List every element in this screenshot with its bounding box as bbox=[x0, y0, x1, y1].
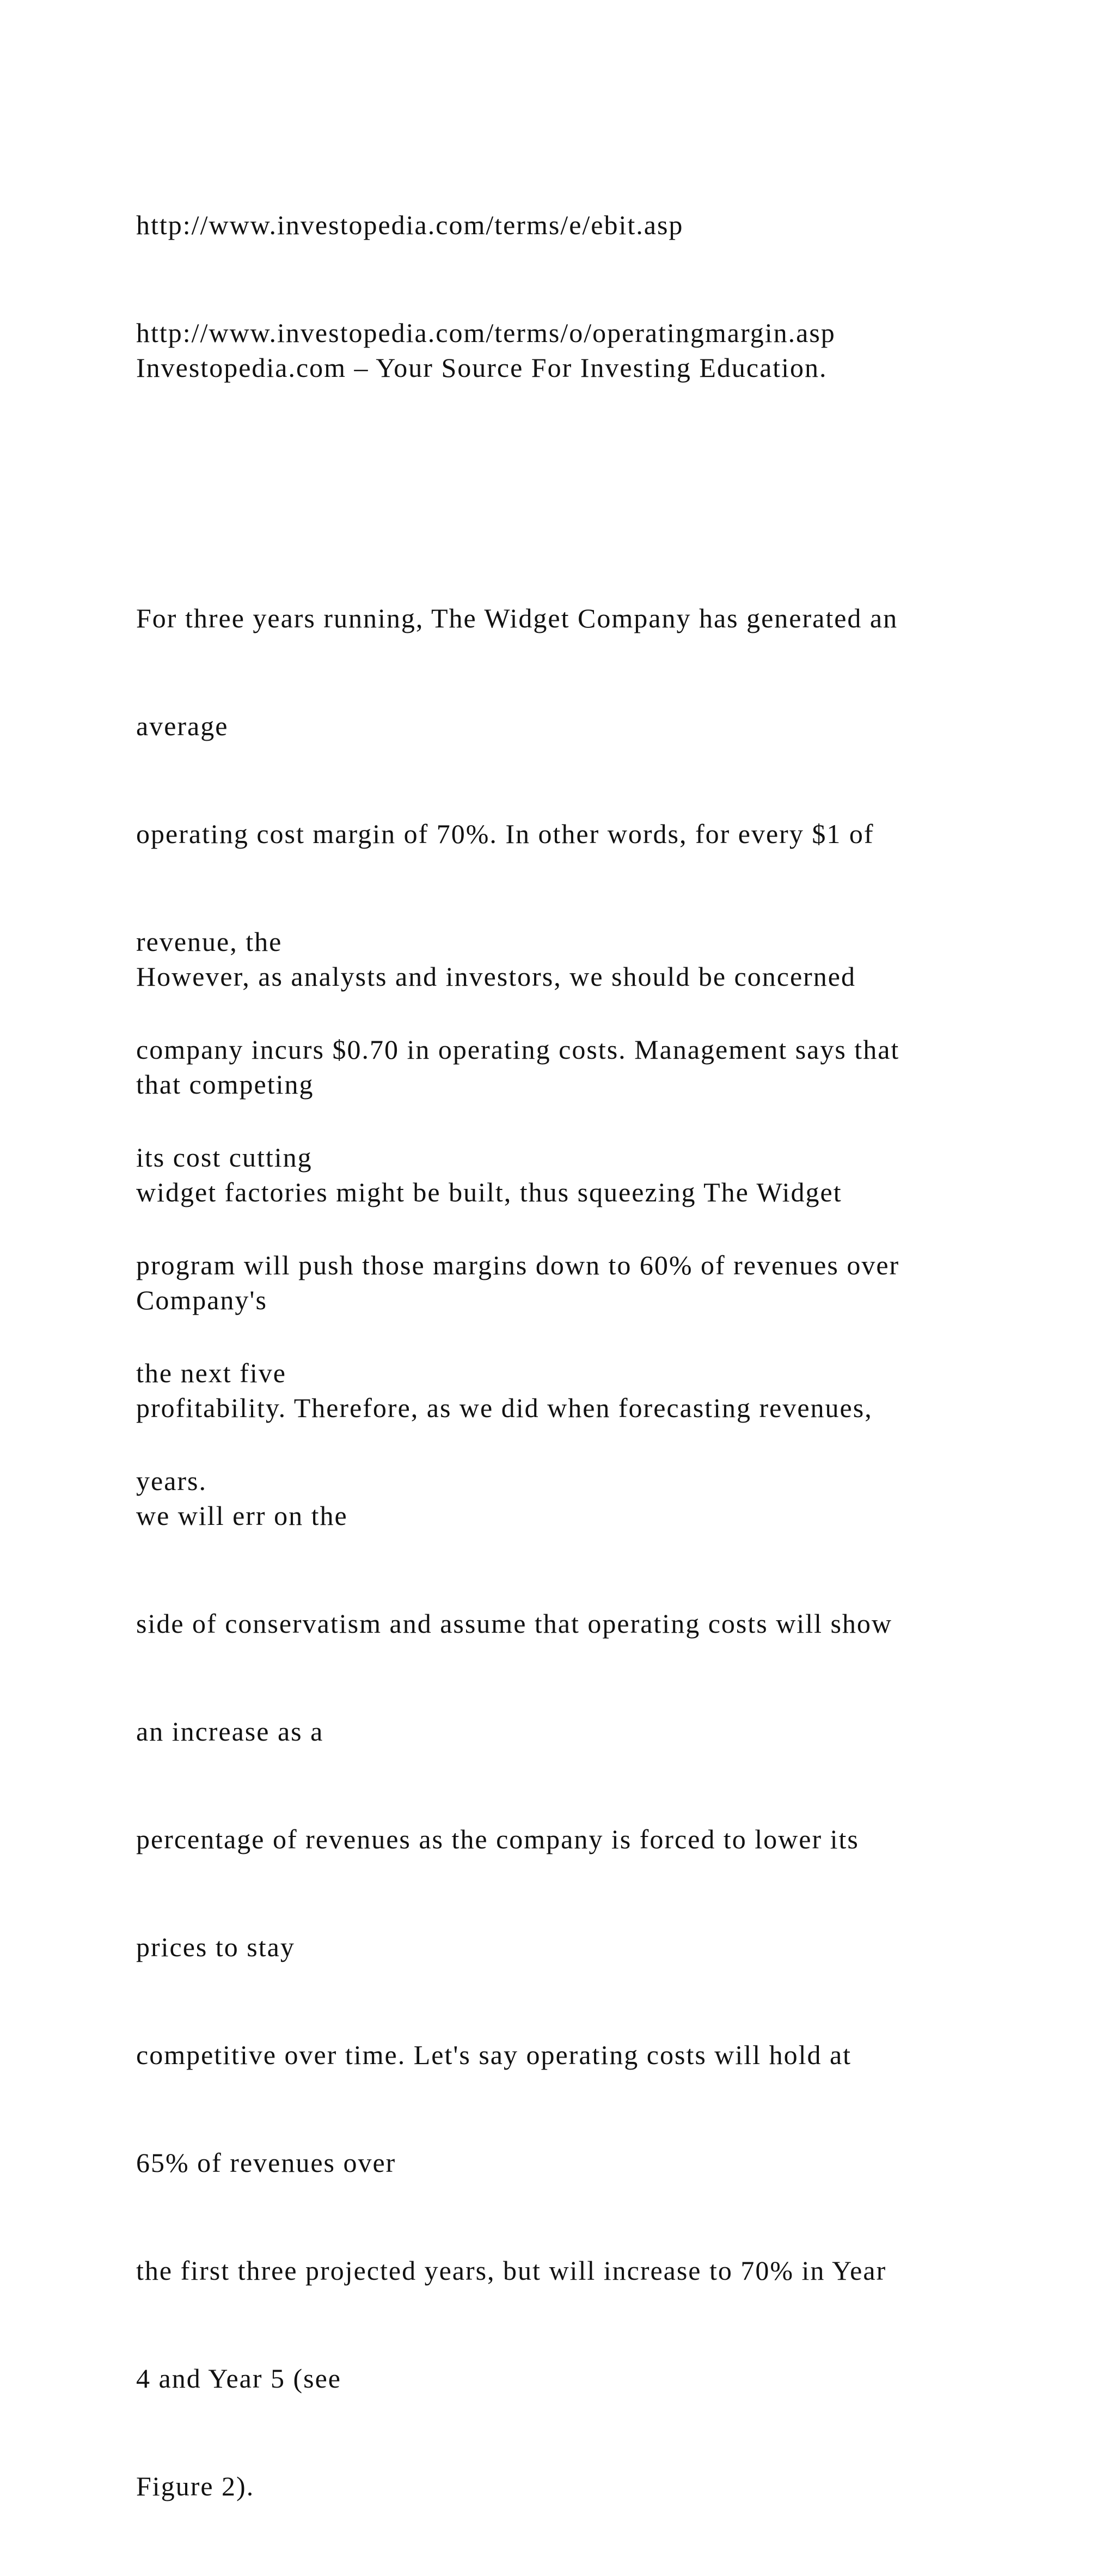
paragraph-line: program will push those margins down to 60% of revenues over bbox=[136, 1250, 900, 1280]
paragraph-line: its cost cutting bbox=[136, 1142, 313, 1173]
paragraph-conservatism bbox=[136, 887, 1034, 2576]
paragraph-line: side of conservatism and assume that operating costs will show bbox=[136, 1608, 893, 1639]
paragraph-line: profitability. Therefore, as we did when forecasting revenues, bbox=[136, 1393, 873, 1423]
paragraph-line: 65% of revenues over bbox=[136, 2147, 396, 2178]
paragraph-line: the next five bbox=[136, 1358, 286, 1388]
reference-link-ebit[interactable]: http://www.investopedia.com/terms/e/ebit.asp bbox=[136, 210, 684, 240]
paragraph-line: widget factories might be built, thus squeezing The Widget bbox=[136, 1177, 842, 1207]
paragraph-line: However, as analysts and investors, we should be concerned bbox=[136, 961, 856, 992]
paragraph-line: 4 and Year 5 (see bbox=[136, 2363, 341, 2394]
paragraph-line: operating cost margin of 70%. In other words, for every $1 of bbox=[136, 819, 874, 849]
paragraph-line: Company's bbox=[136, 1285, 267, 1315]
paragraph-line: years. bbox=[136, 1466, 207, 1496]
paragraph-line: percentage of revenues as the company is forced to lower its bbox=[136, 1824, 859, 1854]
paragraph-line: Figure 2). bbox=[136, 2471, 255, 2501]
reference-link-operating-margin[interactable]: http://www.investopedia.com/terms/o/operatingmargin.asp bbox=[136, 318, 836, 348]
paragraph-line: company incurs $0.70 in operating costs. Management says that bbox=[136, 1034, 900, 1065]
paragraph-line: prices to stay bbox=[136, 1932, 295, 1962]
paragraph-line: the first three projected years, but will increase to 70% in Year bbox=[136, 2255, 887, 2286]
paragraph-line: that competing bbox=[136, 1069, 314, 1100]
paragraph-line: average bbox=[136, 711, 229, 741]
source-tagline bbox=[136, 278, 1034, 457]
paragraph-line: an increase as a bbox=[136, 1716, 324, 1747]
paragraph-line: competitive over time. Let's say operating costs will hold at bbox=[136, 2040, 852, 2070]
paragraph-line: revenue, the bbox=[136, 926, 283, 957]
paragraph-line: we will err on the bbox=[136, 1500, 348, 1531]
tagline-text: Investopedia.com – Your Source For Investing Education. bbox=[136, 352, 828, 383]
paragraph-line: For three years running, The Widget Company has generated an bbox=[136, 603, 898, 633]
